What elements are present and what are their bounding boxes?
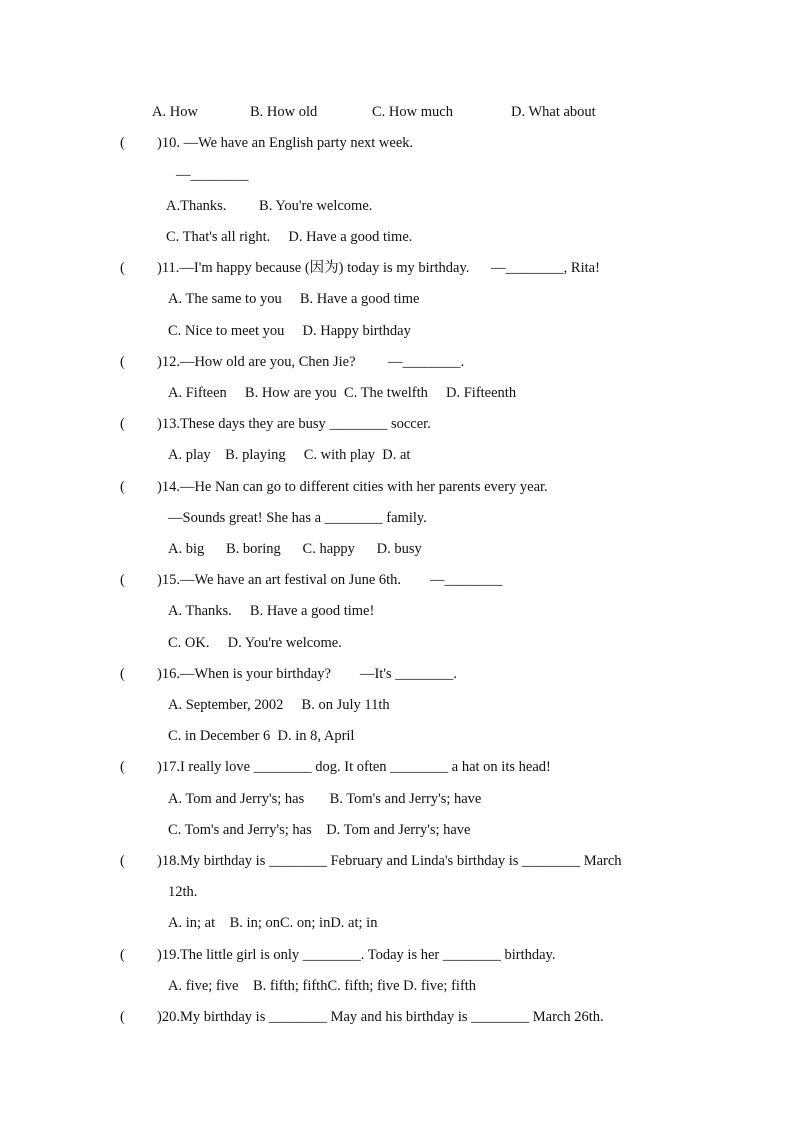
q14-stem: )14.—He Nan can go to different cities with her parents every year.: [157, 479, 548, 495]
q17-options-row1: A. Tom and Jerry's; has B. Tom's and Jerry's; have: [168, 791, 482, 807]
answer-bracket: (: [120, 416, 125, 432]
q15-options-row1: A. Thanks. B. Have a good time!: [168, 603, 375, 619]
q12-options-row1: A. Fifteen B. How are you C. The twelfth D. Fifteenth: [168, 385, 517, 401]
answer-bracket: (: [120, 1009, 125, 1025]
q14-options-row1: A. big B. boring C. happy D. busy: [168, 541, 422, 557]
q13-options-row1: A. play B. playing C. with play D. at: [168, 447, 411, 463]
answer-bracket: (: [120, 759, 125, 775]
q13-stem: )13.These days they are busy ________ soccer.: [157, 416, 431, 432]
q15-options-row2: C. OK. D. You're welcome.: [168, 635, 342, 651]
q16-stem: )16.—When is your birthday? —It's ________.: [157, 666, 457, 682]
q10-stem: )10. —We have an English party next week.: [157, 135, 414, 151]
q10-options-row1: A.Thanks. B. You're welcome.: [166, 198, 373, 214]
q10-options-row2: C. That's all right. D. Have a good time.: [166, 229, 413, 245]
q18-stem-continued: 12th.: [168, 884, 198, 900]
q16-options-row1: A. September, 2002 B. on July 11th: [168, 697, 390, 713]
answer-bracket: (: [120, 572, 125, 588]
q18-stem: )18.My birthday is ________ February and Linda's birthday is ________ March: [157, 853, 622, 869]
q9-option-a: A. How: [152, 104, 198, 120]
answer-bracket: (: [120, 479, 125, 495]
q14-reply: —Sounds great! She has a ________ family.: [168, 510, 427, 526]
q15-stem: )15.—We have an art festival on June 6th. —________: [157, 572, 503, 588]
q9-option-d: D. What about: [511, 104, 596, 120]
q17-options-row2: C. Tom's and Jerry's; has D. Tom and Jerry's; have: [168, 822, 471, 838]
q20-stem: )20.My birthday is ________ May and his birthday is ________ March 26th.: [157, 1009, 604, 1025]
q11-options-row1: A. The same to you B. Have a good time: [168, 291, 420, 307]
q11-options-row2: C. Nice to meet you D. Happy birthday: [168, 323, 411, 339]
answer-bracket: (: [120, 853, 125, 869]
answer-bracket: (: [120, 354, 125, 370]
answer-bracket: (: [120, 947, 125, 963]
q9-option-c: C. How much: [372, 104, 453, 120]
answer-bracket: (: [120, 135, 125, 151]
q12-stem: )12.—How old are you, Chen Jie? —________.: [157, 354, 465, 370]
q18-options-row1: A. in; at B. in; onC. on; inD. at; in: [168, 915, 378, 931]
q10-reply: —________: [176, 167, 249, 183]
q9-option-b: B. How old: [250, 104, 318, 120]
answer-bracket: (: [120, 666, 125, 682]
answer-bracket: (: [120, 260, 125, 276]
q11-stem: )11.—I'm happy because (因为) today is my birthday. —________, Rita!: [157, 260, 600, 276]
q16-options-row2: C. in December 6 D. in 8, April: [168, 728, 355, 744]
q17-stem: )17.I really love ________ dog. It often ________ a hat on its head!: [157, 759, 551, 775]
q19-stem: )19.The little girl is only ________. Today is her ________ birthday.: [157, 947, 556, 963]
q19-options-row1: A. five; five B. fifth; fifthC. fifth; five D. five; fifth: [168, 978, 477, 994]
